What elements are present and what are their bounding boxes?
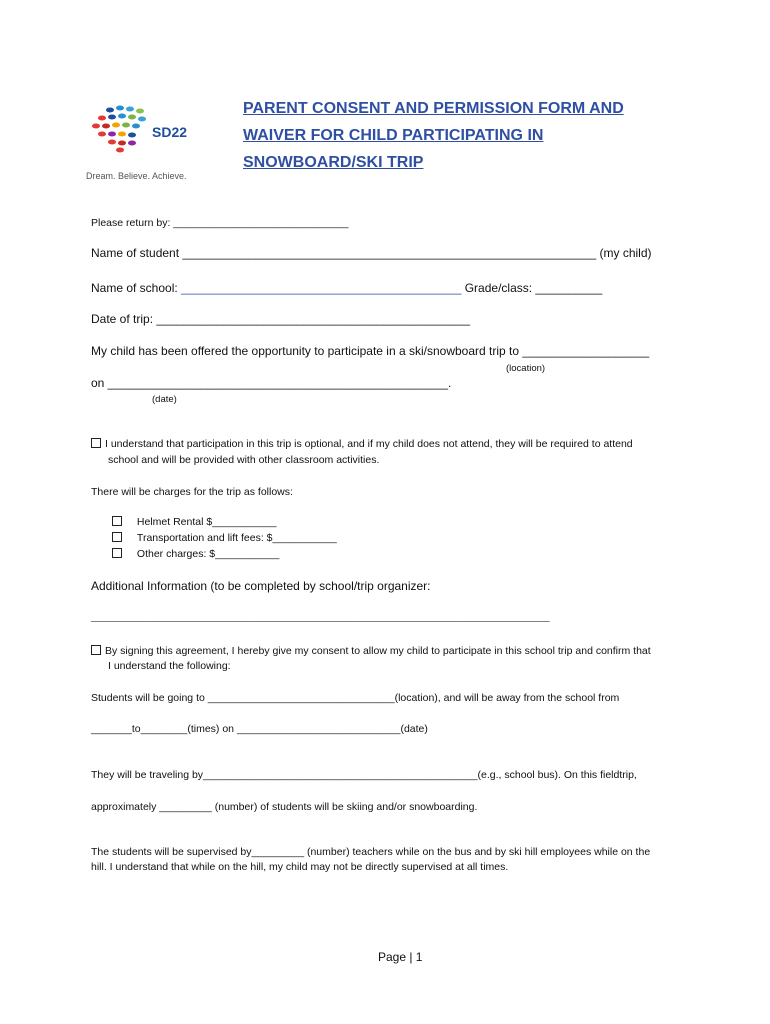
optional-line-2: school and will be provided with other classroom activities. (108, 454, 380, 466)
form-title (243, 95, 663, 176)
date-hint: (date) (152, 394, 177, 405)
school-name-row (91, 281, 602, 295)
destination-field[interactable]: Students will be going to ________________________________(location), and will be away from the school from (91, 692, 620, 704)
title-line-1: PARENT CONSENT AND PERMISSION FORM AND (243, 100, 624, 117)
charge-label: Helmet Rental $___________ (136, 516, 277, 528)
return-by-field[interactable]: Please return by: ______________________________ (91, 217, 349, 229)
logo-text: SD22 (152, 124, 188, 140)
charge-label: Other charges: $___________ (136, 548, 280, 560)
charge-item[interactable] (112, 548, 279, 560)
consent-line-1: By signing this agreement, I hereby give my consent to allow my child to participate in this school trip and confirm that (105, 645, 651, 657)
consent-check[interactable] (91, 645, 651, 657)
location-hint: (location) (506, 363, 546, 374)
transport-field[interactable]: They will be traveling by_______________________________________________(e.g., school bus). On this fieldtrip, (91, 769, 637, 781)
additional-info-heading: Additional Information (to be completed by school/trip organizer: (91, 579, 431, 593)
supervision-field[interactable]: The students will be supervised by_________ (number) teachers while on the bus and by ski hill employees while on the (91, 846, 651, 858)
charge-item[interactable] (112, 532, 337, 544)
checkbox-icon[interactable] (112, 516, 122, 526)
student-count-field[interactable]: approximately _________ (number) of students will be skiing and/or snowboarding. (91, 801, 478, 813)
grade-class-field[interactable]: Grade/class: __________ (464, 281, 603, 295)
school-name-label: Name of school: (91, 281, 178, 295)
trip-date-field[interactable]: on ___________________________________________________. (91, 376, 452, 390)
charges-intro: There will be charges for the trip as follows: (91, 486, 293, 498)
charge-label: Transportation and lift fees: $___________ (136, 532, 337, 544)
optional-line-1: I understand that participation in this trip is optional, and if my child does not attend, they will be required to attend (105, 438, 633, 450)
checkbox-icon[interactable] (112, 532, 122, 542)
title-line-3: SNOWBOARD/SKI TRIP (243, 154, 424, 171)
optional-participation-check[interactable] (91, 438, 633, 450)
times-field[interactable]: _______to________(times) on ____________________________(date) (91, 723, 428, 735)
checkbox-icon[interactable] (112, 548, 122, 558)
student-name-field[interactable]: Name of student ______________________________________________________________ (my child) (91, 246, 652, 260)
checkbox-icon[interactable] (91, 438, 101, 448)
supervision-note: hill. I understand that while on the hill, my child may not be directly supervised at all times. (91, 861, 509, 873)
logo-tagline: Dream. Believe. Achieve. (86, 171, 187, 181)
title-line-2: WAIVER FOR CHILD PARTICIPATING IN (243, 127, 544, 144)
school-name-field[interactable]: __________________________________________ (181, 281, 462, 295)
charge-item[interactable] (112, 516, 276, 528)
date-of-trip-field[interactable]: Date of trip: _______________________________________________ (91, 312, 471, 326)
page-number: Page | 1 (378, 950, 423, 964)
logo-dots-icon (90, 104, 220, 164)
trip-offer-field[interactable]: My child has been offered the opportunity to participate in a ski/snowboard trip to ___________________ (91, 344, 650, 358)
checkbox-icon[interactable] (91, 645, 101, 655)
consent-line-2: I understand the following: (108, 660, 231, 672)
district-logo (86, 104, 220, 184)
additional-info-field[interactable]: _________________________________________________________________________________________________ (91, 612, 550, 622)
